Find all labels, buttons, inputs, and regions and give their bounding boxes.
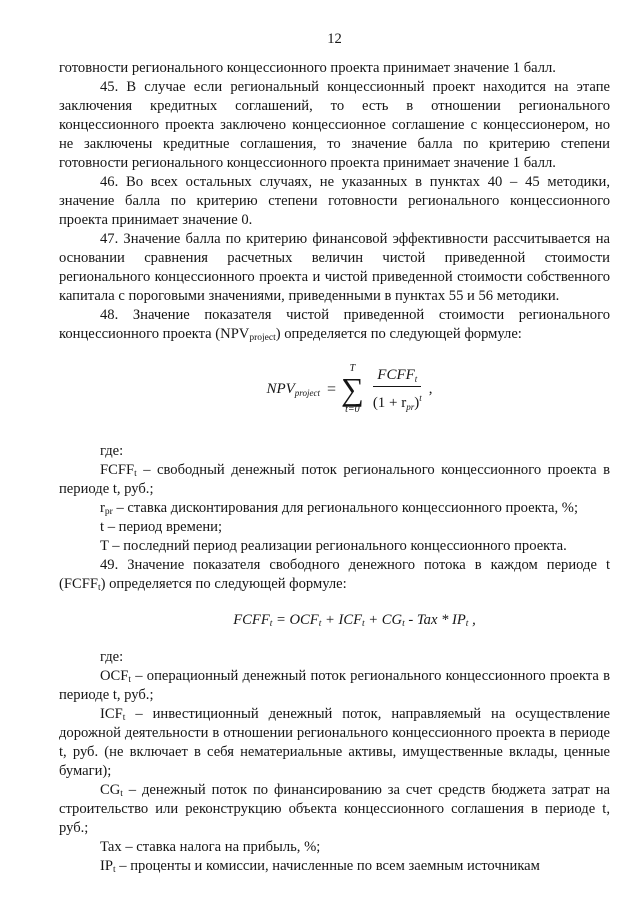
def-t: t – период времени; [100, 519, 223, 535]
paragraph-48: 48. Значение показателя чистой приведенной стоимости регионального концессионного проекта $(NPV_{project})$ определяется по следующей формуле: [59, 307, 610, 343]
where-label-1: где: [100, 443, 124, 459]
paragraph-47: 47. Значение балла по критерию финансовой эффективности рассчитывается на основании сравнения расчетных величин чистой приведенной стоимости регионального концессионного проекта и чистой приведенной стоимости собственного капитала с пороговыми значениями, приведенными в пунктах 55 и 56 методики. [59, 231, 610, 304]
paragraph-45: 45. В случае если региональный концессионный проект находится на этапе заключения кредитных соглашений, то есть в отношении регионального концессионного проекта заключено концессионное соглашение с концессионером, но не заключены кредитные соглашения, то значение балла по критерию степени готовности регионального концессионного проекта принимает значение 1 балл. [59, 79, 610, 171]
paragraph-49: 49. Значение показателя свободного денежного потока в каждом периоде t $(FCFF_t)$ определяется по следующей формуле: [59, 557, 610, 593]
fcff-formula: $FCFF_t = OCF_t + ICF_t + CG_t$ - Tax * $IP_t$ , [233, 611, 476, 629]
def-cg: $CG_t$ – денежный поток по финансированию за счет средств бюджета затрат на строительство или реконструкцию объекта концессионного соглашения в периоде t, руб.; [59, 782, 610, 836]
def-T: T – последний период реализации регионального концессионного проекта. [100, 538, 567, 554]
formula-lhs: $NPV_{project}$ [266, 380, 320, 398]
def-rpr: $r_{pr}$ – ставка дисконтирования для регионального концессионного проекта, %; [100, 500, 579, 517]
def-fcff: $FCFF_t$ – свободный денежный поток регионального концессионного проекта в периоде t, руб.; [59, 462, 610, 497]
npv-formula: $NPV_{project}$ = T ∑ t=0 $\frac{FCFF_t}{(1 + r_{pr})^t}$ , [266, 363, 433, 415]
where-label-2: где: [100, 649, 124, 665]
paragraph-46: 46. Во всех остальных случаях, не указанных в пунктах 40 – 45 методики, значение балла по критерию степени готовности регионального концессионного проекта принимает значение 0. [59, 174, 610, 228]
summation: T ∑ t=0 [341, 363, 364, 415]
formula-fraction [369, 366, 426, 413]
def-ip: $IP_t$ – проценты и комиссии, начисленные по всем заемным источникам [100, 858, 540, 875]
page-number: 12 [327, 31, 342, 47]
formula-equals: = [326, 380, 336, 398]
fraction-numerator: $FCFF_t$ [373, 366, 421, 387]
def-ocf: $OCF_t$ – операционный денежный поток регионального концессионного проекта в периоде t, руб.; [59, 668, 610, 703]
def-tax: Tax – ставка налога на прибыль, %; [100, 839, 321, 855]
def-icf: $ICF_t$ – инвестиционный денежный поток, направляемый на осуществление дорожной деятельности в отношении регионального концессионного проекта в периоде t, руб. (не включает в себя нематериальные активы, имущественные вклады, ценные бумаги); [59, 706, 610, 779]
paragraph-continuation: готовности регионального концессионного проекта принимает значение 1 балл. [59, 60, 556, 76]
fraction-denominator: $(1 + r_{pr})^t$ [372, 392, 422, 412]
